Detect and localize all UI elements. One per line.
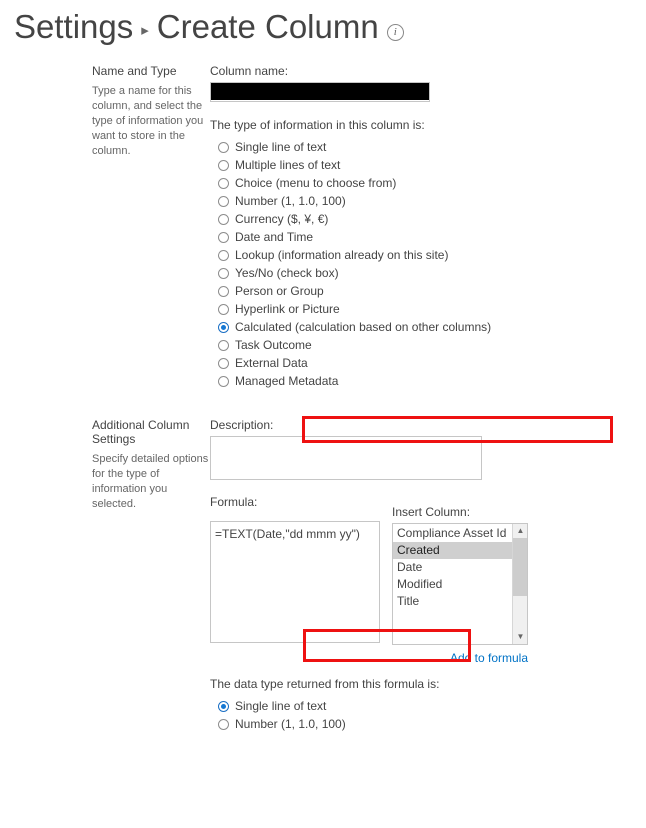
radio-icon[interactable] [218,178,229,189]
additional-settings-info [0,418,210,512]
insert-column-items [393,524,513,610]
radio-icon[interactable] [218,232,229,243]
page-title: Create Column [156,8,379,45]
type-option-label: Multiple lines of text [235,158,341,172]
scroll-up-icon[interactable]: ▲ [513,524,528,538]
type-option-hyperlink-or-picture[interactable] [218,300,646,318]
type-option-label: Lookup (information already on this site) [235,248,449,262]
type-option-label: Yes/No (check box) [235,266,339,280]
type-option-label: Choice (menu to choose from) [235,176,397,190]
return-type-label: The data type returned from this formula is: [210,677,440,691]
add-to-formula-link[interactable]: Add to formula [449,651,528,665]
type-option-label: Person or Group [235,284,324,298]
type-option-number[interactable] [218,192,646,210]
radio-icon[interactable] [218,286,229,297]
description-textarea[interactable] [210,436,482,480]
type-option-label: External Data [235,356,308,370]
type-option-currency[interactable] [218,210,646,228]
additional-settings-title: Additional Column Settings [92,418,190,446]
type-option-date-and-time[interactable] [218,228,646,246]
type-option-calculated[interactable] [218,318,646,336]
column-name-label: Column name: [210,64,289,78]
type-option-lookup[interactable] [218,246,646,264]
type-option-label: Hyperlink or Picture [235,302,340,316]
type-option-choice[interactable] [218,174,646,192]
radio-icon[interactable] [218,340,229,351]
type-option-single-line-of-text[interactable] [218,138,646,156]
column-type-radio-group [210,138,646,390]
additional-settings-fields [210,418,646,733]
insert-column-block [392,505,528,646]
return-type-option-label: Single line of text [235,699,327,713]
radio-icon[interactable] [218,142,229,153]
type-option-label: Date and Time [235,230,314,244]
formula-label: Formula: [210,495,258,509]
type-option-label: Currency ($, ¥, €) [235,212,329,226]
name-and-type-fields [210,64,646,390]
type-option-task-outcome[interactable] [218,336,646,354]
add-to-formula-container [210,651,528,665]
radio-icon[interactable] [218,304,229,315]
return-type-option-number[interactable] [218,715,646,733]
radio-icon[interactable] [218,268,229,279]
create-column-form [0,64,646,733]
radio-icon[interactable] [218,250,229,261]
insert-column-listbox[interactable] [392,523,528,645]
type-option-label: Number (1, 1.0, 100) [235,194,346,208]
name-and-type-info [0,64,210,159]
type-option-label: Managed Metadata [235,374,339,388]
type-option-label: Single line of text [235,140,327,154]
radio-icon[interactable] [218,160,229,171]
list-item[interactable]: Created [393,542,513,559]
info-icon[interactable]: i [387,24,404,41]
return-type-option-single-line-of-text[interactable] [218,697,646,715]
formula-and-insert-column [210,505,646,646]
name-and-type-title: Name and Type [92,64,177,78]
type-option-person-or-group[interactable] [218,282,646,300]
name-and-type-description: Type a name for this column, and select the type of information you want to store in the column. [92,85,204,157]
radio-icon[interactable] [218,701,229,712]
radio-icon[interactable] [218,358,229,369]
description-label: Description: [210,418,274,432]
return-type-option-label: Number (1, 1.0, 100) [235,717,346,731]
breadcrumb [0,0,646,46]
formula-column [210,521,380,646]
type-option-external-data[interactable] [218,354,646,372]
column-type-label: The type of information in this column is: [210,118,425,132]
listbox-scrollbar[interactable] [512,524,527,644]
radio-icon[interactable] [218,214,229,225]
additional-column-settings-section [0,418,646,733]
formula-textarea[interactable] [210,521,380,643]
scrollbar-thumb[interactable] [513,538,528,596]
type-option-label: Calculated (calculation based on other columns) [235,320,492,334]
type-option-yes-no[interactable] [218,264,646,282]
name-and-type-section [0,64,646,390]
list-item[interactable]: Date [397,560,423,574]
list-item[interactable]: Compliance Asset Id [397,526,507,540]
radio-icon[interactable] [218,719,229,730]
type-option-managed-metadata[interactable] [218,372,646,390]
radio-icon[interactable] [218,196,229,207]
list-item[interactable]: Title [397,594,420,608]
return-type-block [210,677,646,733]
list-item[interactable]: Modified [397,577,443,591]
insert-column-label: Insert Column: [392,505,471,519]
breadcrumb-settings-link[interactable]: Settings [14,8,134,45]
type-option-multiple-lines-of-text[interactable] [218,156,646,174]
redaction-overlay [211,83,429,100]
type-option-label: Task Outcome [235,338,312,352]
radio-icon[interactable] [218,322,229,333]
radio-icon[interactable] [218,376,229,387]
scroll-down-icon[interactable]: ▼ [513,630,528,644]
breadcrumb-separator-icon: ▸ [141,22,149,39]
additional-settings-description: Specify detailed options for the type of information you selected. [92,453,209,510]
return-type-radio-group [210,697,646,733]
